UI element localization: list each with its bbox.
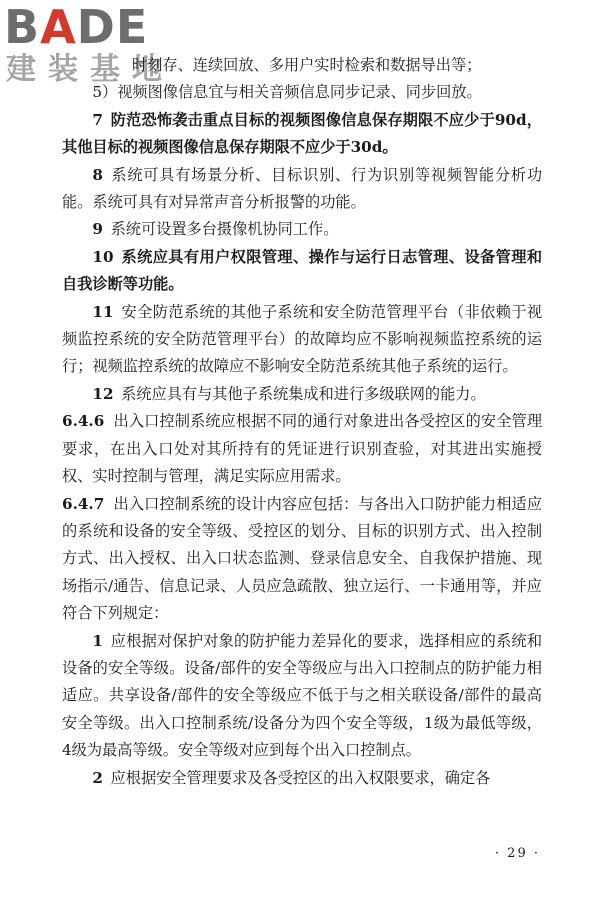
clause-6-4-7: 6.4.7 出入口控制系统的设计内容应包括：与各出入口防护能力相适应的系统和设备的安全等级、受控区的划分、目标的识别方式、出入控制方式、出入授权、出入口状态监测、登录信息安全、自我保护措施、现场指示/通告、信息记录、人员应急疏散、独立运行、一卡通用等，并应符合下列规定： [62, 494, 542, 623]
paragraph-item-7: 7 防范恐怖袭击重点目标的视频图像信息保存期限不应少于90d，其他目标的视频图像信息保存期限不应少于30d。 [62, 110, 542, 157]
document-body [62, 52, 542, 792]
paragraph-item-8: 8 系统可具有场景分析、目标识别、行为识别等视频智能分析功能。系统可具有对异常声音分析报警的功能。 [62, 165, 542, 212]
paragraph-continuation: 时刻存、连续回放、多用户实时检索和数据导出等； [132, 56, 482, 74]
paragraph-item-9: 9 系统可设置多台摄像机协同工作。 [92, 220, 339, 239]
clause-6-4-6: 6.4.6 出入口控制系统应根据不同的通行对象进出各受控区的安全管理要求，在出入口处对其所持有的凭证进行识别查验，对其进出实施授权、实时控制与管理，满足实际应用需求。 [62, 412, 542, 486]
paragraph-item-12: 12 系统应具有与其他子系统集成和进行多级联网的能力。 [92, 384, 486, 403]
paragraph-item-1: 1 应根据对保护对象的防护能力差异化的要求，选择相应的系统和设备的安全等级。设备/部件的安全等级应与出入口控制点的防护能力相适应。共享设备/部件的安全等级应不低于与之相关联设备/部件的最高安全等级。出入口控制系统/设备分为四个安全等级，1级为最低等级，4级为最高等级。安全等级对应到每个出入口控制点。 [62, 631, 542, 760]
paragraph-item-10: 10 系统应具有用户权限管理、操作与运行日志管理、设备管理和自我诊断等功能。 [62, 247, 542, 294]
logo-mark: BADE [4, 0, 149, 54]
page-number: · 29 · [494, 846, 540, 861]
logo-subtitle: 建装基地 [6, 52, 174, 87]
paragraph-item-2: 2 应根据安全管理要求及各受控区的出入权限要求，确定各 [92, 768, 491, 787]
paragraph-item-11: 11 安全防范系统的其他子系统和安全防范管理平台（非依赖于视频监控系统的安全防范管理平台）的故障均应不影响视频监控系统的运行；视频监控系统的故障应不影响安全防范系统其他子系统的运行。 [62, 302, 542, 376]
paragraph-item: 5）视频图像信息宜与相关音频信息同步记录、同步回放。 [92, 83, 482, 102]
